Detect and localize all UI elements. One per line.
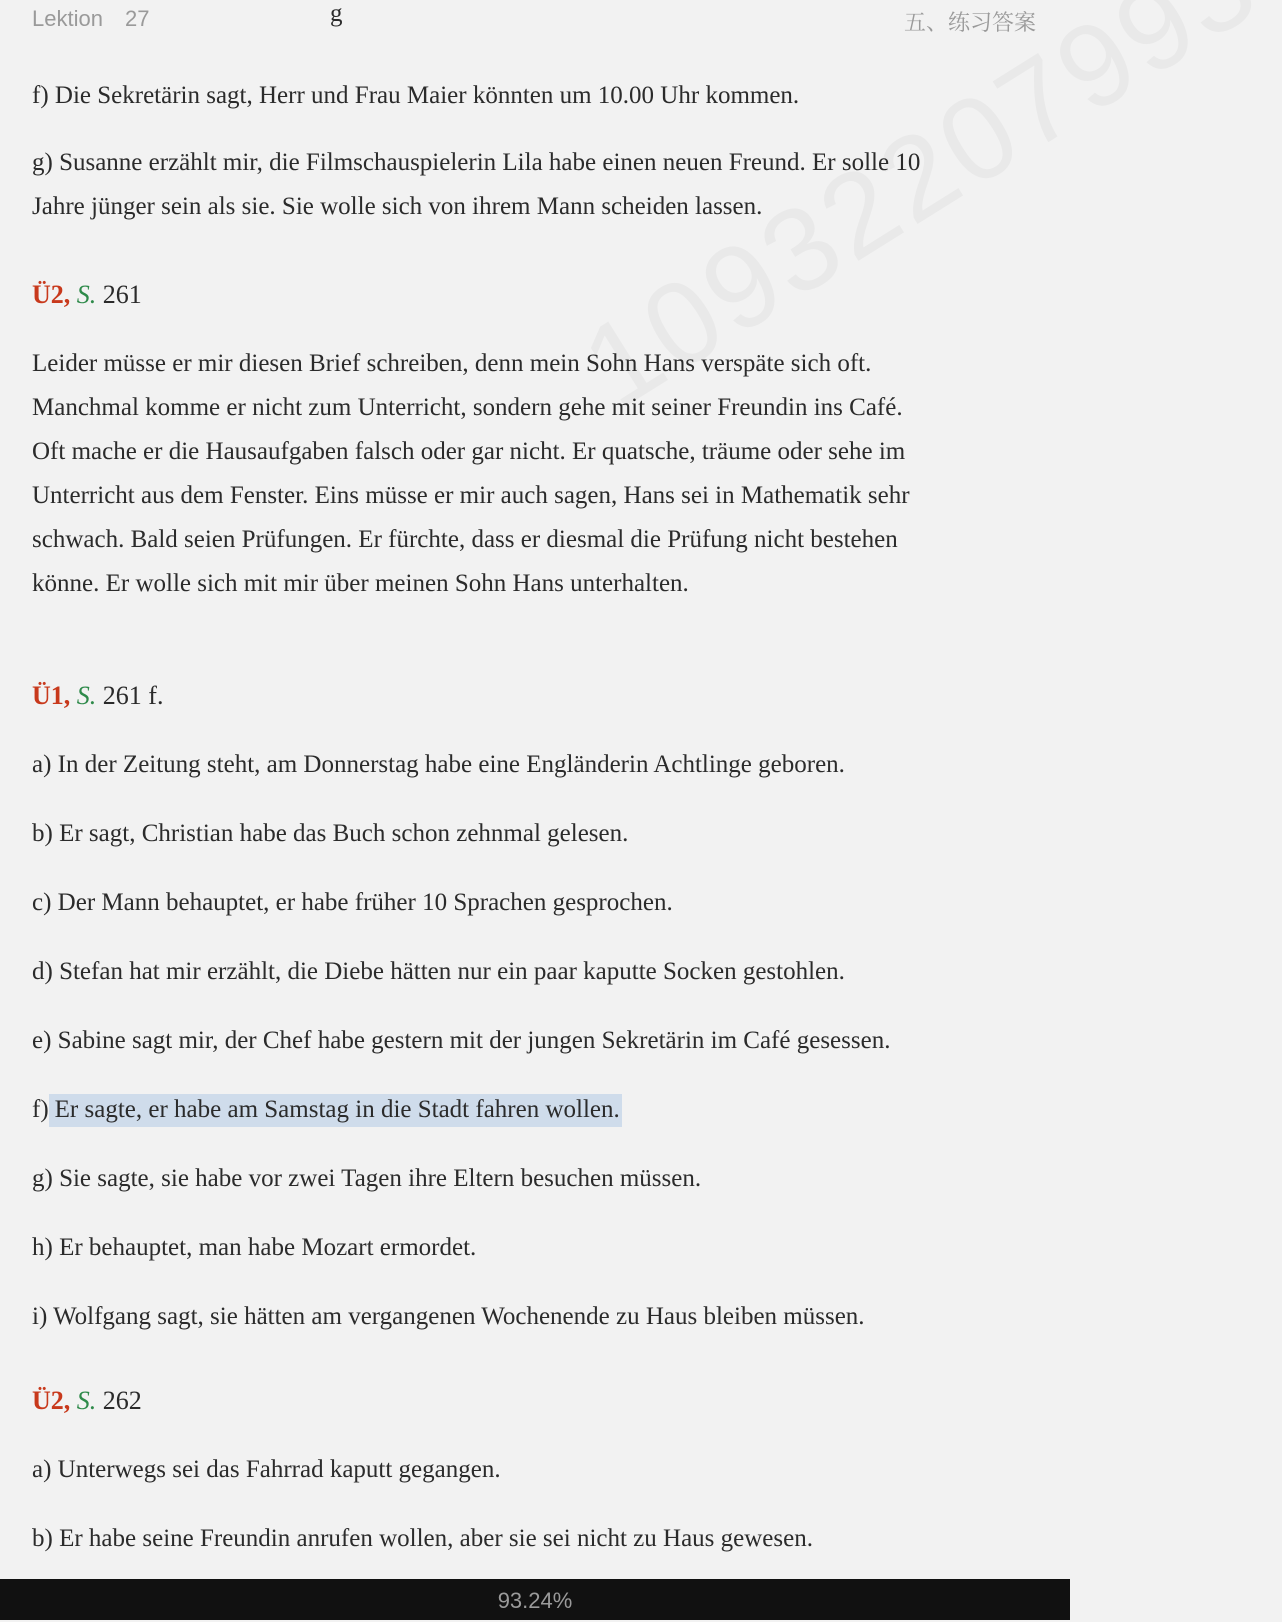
item-prefix: f) xyxy=(32,1096,49,1123)
answer-line: a) In der Zeitung steht, am Donnerstag habe eine Engländerin Achtlinge geboren. xyxy=(32,751,845,778)
answer-line: g) Susanne erzählt mir, die Filmschauspielerin Lila habe einen neuen Freund. Er solle 10 xyxy=(32,149,921,176)
answer-line: g) Sie sagte, sie habe vor zwei Tagen ihre Eltern besuchen müssen. xyxy=(32,1165,702,1192)
exercise-heading xyxy=(32,674,163,718)
page-abbrev: S. xyxy=(76,1386,97,1415)
chapter-title: 五、练习答案 xyxy=(903,11,1036,36)
page-reference: 261 xyxy=(102,280,142,309)
paragraph-line: Unterricht aus dem Fenster. Eins müsse er mir auch sagen, Hans sei in Mathematik sehr xyxy=(32,482,910,509)
lesson-label xyxy=(32,6,149,32)
answer-line-selected xyxy=(32,1088,622,1132)
page-abbrev: S. xyxy=(76,280,97,309)
answer-line: e) Sabine sagt mir, der Chef habe gestern mit der jungen Sekretärin im Café gesessen. xyxy=(32,1027,891,1054)
text-selection[interactable]: Er sagte, er habe am Samstag in die Stadt fahren wollen. xyxy=(49,1094,622,1127)
page-abbrev: S. xyxy=(76,681,97,710)
page-reference: 262 xyxy=(102,1386,142,1415)
paragraph-line: Leider müsse er mir diesen Brief schreiben, denn mein Sohn Hans verspäte sich oft. xyxy=(32,350,872,377)
page-reference: 261 f. xyxy=(102,681,164,710)
answer-line: d) Stefan hat mir erzählt, die Diebe hätten nur ein paar kaputte Socken gestohlen. xyxy=(32,958,845,985)
letter-paragraph xyxy=(32,342,1042,606)
exercise-number: Ü1, xyxy=(32,681,71,710)
reader-header xyxy=(32,6,1036,36)
paragraph-line: schwach. Bald seien Prüfungen. Er fürchte, dass er diesmal die Prüfung nicht bestehen xyxy=(32,526,898,553)
exercise-number: Ü2, xyxy=(32,280,71,309)
lesson-title: Lektion xyxy=(32,6,103,31)
exercise-heading xyxy=(32,273,142,317)
exercise-heading xyxy=(32,1379,142,1423)
answer-line: h) Er behauptet, man habe Mozart ermordet. xyxy=(32,1234,477,1261)
paragraph-line: Manchmal komme er nicht zum Unterricht, sondern gehe mit seiner Freundin ins Café. xyxy=(32,394,903,421)
reading-progress-bar xyxy=(0,1579,1070,1620)
paragraph-line: könne. Er wolle sich mit mir über meinen Sohn Hans unterhalten. xyxy=(32,570,689,597)
answer-line: b) Er sagt, Christian habe das Buch schon zehnmal gelesen. xyxy=(32,820,629,847)
answer-line: i) Wolfgang sagt, sie hätten am vergangenen Wochenende zu Haus bleiben müssen. xyxy=(32,1303,865,1330)
answer-line: f) Die Sekretärin sagt, Herr und Frau Maier könnten um 10.00 Uhr kommen. xyxy=(32,82,800,109)
answer-line: b) Er habe seine Freundin anrufen wollen, aber sie sei nicht zu Haus gewesen. xyxy=(32,1525,813,1552)
paragraph-line: Oft mache er die Hausaufgaben falsch oder gar nicht. Er quatsche, träume oder sehe im xyxy=(32,438,906,465)
exercise-number: Ü2, xyxy=(32,1386,71,1415)
answer-line: a) Unterwegs sei das Fahrrad kaputt gegangen. xyxy=(32,1456,501,1483)
clipped-previous-line: g xyxy=(330,0,343,27)
reading-progress: 93.24% xyxy=(497,1588,573,1613)
answer-line: c) Der Mann behauptet, er habe früher 10 Sprachen gesprochen. xyxy=(32,889,673,916)
answer-line: Jahre jünger sein als sie. Sie wolle sich von ihrem Mann scheiden lassen. xyxy=(32,193,763,220)
answer-paragraph xyxy=(32,141,1042,229)
lesson-number: 27 xyxy=(124,6,150,31)
